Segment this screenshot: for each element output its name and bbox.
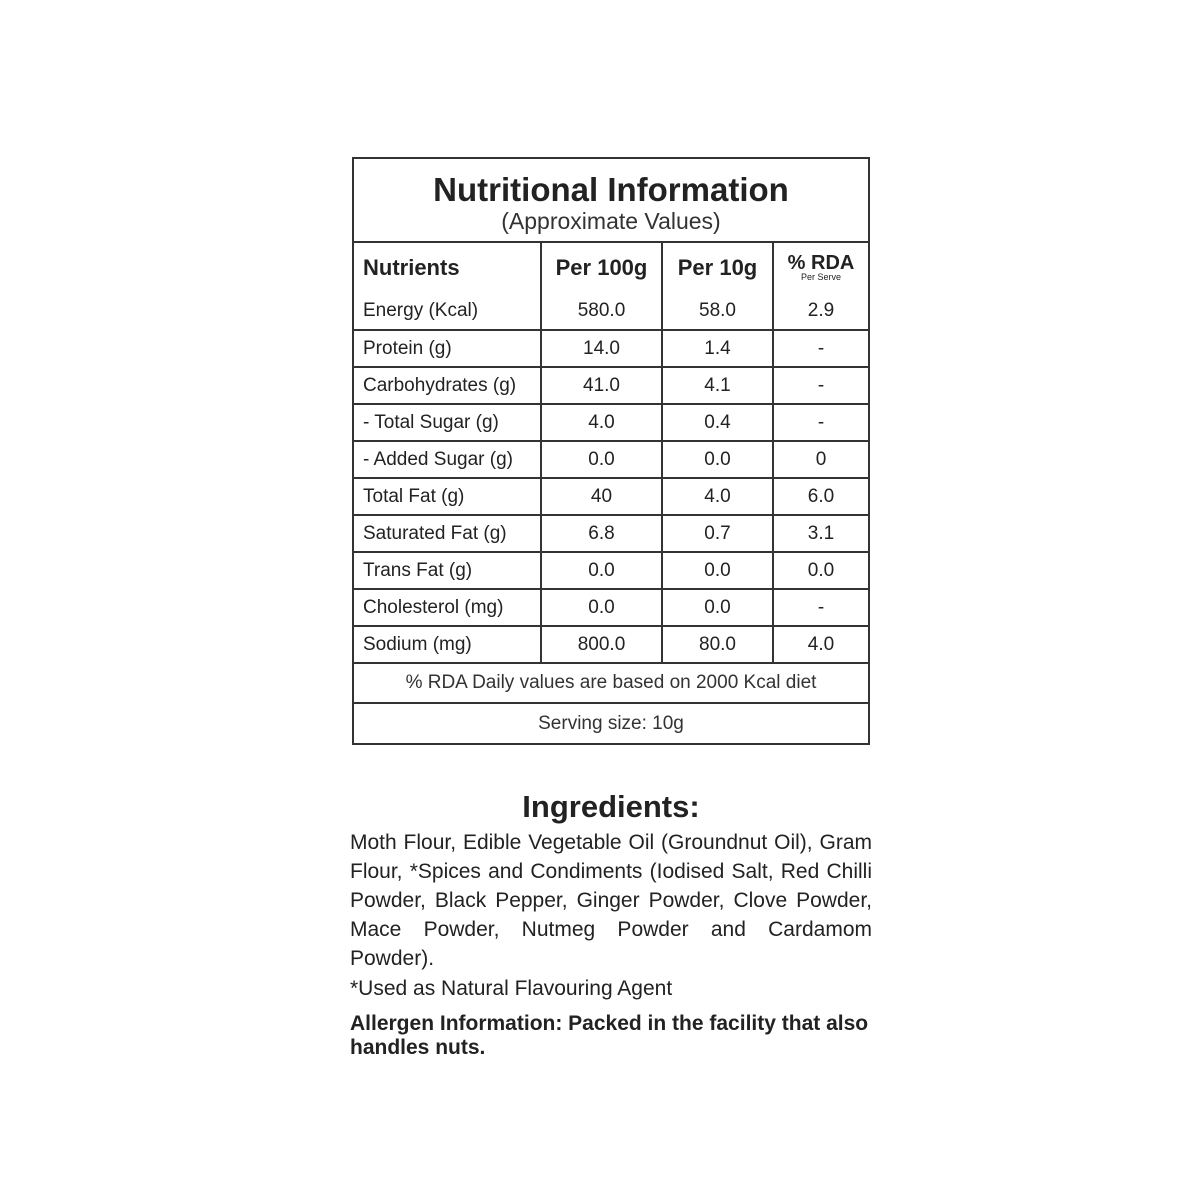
- header-rda-sublabel: Per Serve: [800, 272, 842, 282]
- value-per-10g: 0.0: [662, 441, 773, 478]
- header-nutrients: Nutrients: [354, 243, 541, 293]
- value-per-100g: 800.0: [541, 626, 662, 663]
- nutrient-name: Carbohydrates (g): [354, 367, 541, 404]
- nutrient-name: Trans Fat (g): [354, 552, 541, 589]
- nutrient-name: Protein (g): [354, 330, 541, 367]
- nutrition-subtitle: (Approximate Values): [501, 208, 721, 234]
- nutrition-title-block: [354, 159, 868, 243]
- value-per-10g: 0.0: [662, 589, 773, 626]
- serving-size: Serving size: 10g: [354, 703, 868, 743]
- nutrient-name: Saturated Fat (g): [354, 515, 541, 552]
- nutrient-name: Sodium (mg): [354, 626, 541, 663]
- rda-note: % RDA Daily values are based on 2000 Kcal diet: [354, 663, 868, 703]
- nutrition-table: [354, 243, 868, 743]
- serving-size-row: [354, 703, 868, 743]
- ingredients-heading: Ingredients:: [522, 789, 700, 824]
- nutrient-name: Cholesterol (mg): [354, 589, 541, 626]
- table-row: [354, 367, 868, 404]
- nutrition-panel: [352, 157, 870, 745]
- table-row: [354, 589, 868, 626]
- value-per-10g: 0.4: [662, 404, 773, 441]
- ingredients-footnote: *Used as Natural Flavouring Agent: [350, 977, 673, 1000]
- value-rda: -: [773, 589, 868, 626]
- value-per-100g: 0.0: [541, 552, 662, 589]
- value-per-100g: 0.0: [541, 589, 662, 626]
- nutrient-name: - Added Sugar (g): [354, 441, 541, 478]
- table-row: [354, 626, 868, 663]
- value-per-10g: 4.0: [662, 478, 773, 515]
- value-per-100g: 6.8: [541, 515, 662, 552]
- nutrient-name: Total Fat (g): [354, 478, 541, 515]
- header-per-10g: Per 10g: [662, 243, 773, 293]
- table-row: [354, 293, 868, 330]
- table-row: [354, 441, 868, 478]
- value-rda: 0: [773, 441, 868, 478]
- value-rda: -: [773, 367, 868, 404]
- value-per-100g: 41.0: [541, 367, 662, 404]
- value-per-100g: 0.0: [541, 441, 662, 478]
- value-rda: -: [773, 330, 868, 367]
- table-row: [354, 404, 868, 441]
- value-per-10g: 0.7: [662, 515, 773, 552]
- header-rda-label: % RDA: [787, 252, 855, 274]
- value-per-10g: 80.0: [662, 626, 773, 663]
- table-row: [354, 330, 868, 367]
- nutrition-title: Nutritional Information: [433, 171, 789, 208]
- value-per-100g: 4.0: [541, 404, 662, 441]
- table-row: [354, 515, 868, 552]
- value-rda: 6.0: [773, 478, 868, 515]
- table-row: [354, 478, 868, 515]
- value-per-100g: 14.0: [541, 330, 662, 367]
- value-per-100g: 580.0: [541, 293, 662, 330]
- table-row: [354, 552, 868, 589]
- value-rda: 0.0: [773, 552, 868, 589]
- value-per-10g: 0.0: [662, 552, 773, 589]
- header-row: [354, 243, 868, 293]
- value-rda: -: [773, 404, 868, 441]
- header-rda: [773, 243, 868, 293]
- nutrient-name: - Total Sugar (g): [354, 404, 541, 441]
- value-rda: 2.9: [773, 293, 868, 330]
- value-per-10g: 58.0: [662, 293, 773, 330]
- value-per-10g: 1.4: [662, 330, 773, 367]
- header-per-100g: Per 100g: [541, 243, 662, 293]
- value-rda: 4.0: [773, 626, 868, 663]
- value-per-100g: 40: [541, 478, 662, 515]
- nutrient-name: Energy (Kcal): [354, 293, 541, 330]
- allergen-information: Allergen Information: Packed in the facility that also handles nuts.: [350, 1012, 869, 1059]
- ingredients-text: Moth Flour, Edible Vegetable Oil (Groundnut Oil), Gram Flour, *Spices and Condiments (Iodised Salt, Red Chilli Powder, Black Pepper, Ginger Powder, Clove Powder, Mace Powder, Nutmeg Powder and Cardamom Powder).: [350, 831, 872, 970]
- rda-note-row: [354, 663, 868, 703]
- value-per-10g: 4.1: [662, 367, 773, 404]
- value-rda: 3.1: [773, 515, 868, 552]
